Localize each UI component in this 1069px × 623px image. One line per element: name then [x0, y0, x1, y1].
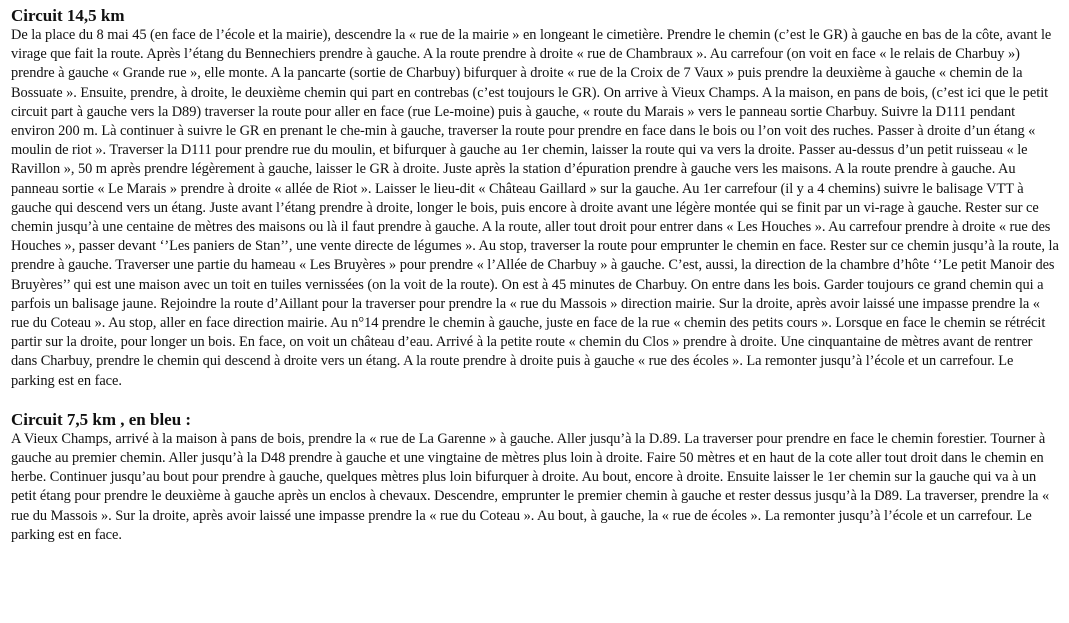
section-spacer — [11, 391, 1059, 410]
circuit-14-5-description: De la place du 8 mai 45 (en face de l’école et la mairie), descendre la « rue de la mairie » en longeant le cimetière. Prendre le chemin (c’est le GR) à gauche en bas de la côte, avant le virage que fait la route. Après l’étang du Bennechiers prendre à gauche. A la route prendre à droite « rue de Chambraux ». Au carrefour (on voit en face « le relais de Charbuy ») prendre à gauche « Grande rue », elle monte. A la pancarte (sortie de Charbuy) bifurquer à droite « rue de la Croix de 7 Vaux » puis prendre la deuxième à gauche « chemin de la Bossuate ». Ensuite, prendre, à droite, le deuxième chemin qui part en contrebas (c’est toujours le GR). On arrive à Vieux Champs. A la maison, en pans de bois, (c’est ici que le petit circuit part à gauche vers la D89) traverser la route pour aller en face (rue Le-moine) puis à gauche, « route du Marais » vers le panneau sortie Charbuy. Suivre la D111 pendant environ 200 m. Là continuer à suivre le GR en prenant le che-min à gauche, traverser la route pour prendre en face dans le bois ou l’on voit des ruches. Passer à droite d’un étang « moulin de riot ». Traverser la D111 pour prendre rue du moulin, et bifurquer à gauche au 1er chemin, laisser la route qui va vers la droite. Passer au-dessus d’un petit ruisseau « le Ravillon », 50 m après prendre légèrement à gauche, laisser le GR à droite. Juste après la station d’épuration prendre à gauche vers les maisons. A la route prendre à gauche. Au panneau sortie « Le Marais » prendre à droite « allée de Riot ». Laisser le lieu-dit « Château Gaillard » sur la gauche. Au 1er carrefour (il y a 4 chemins) suivre le balisage VTT à gauche qui descend vers un étang. Juste avant l’étang prendre à droite, longer le bois, puis encore à droite avant une légère montée qui se finit par un vi-rage à gauche. Rester sur ce chemin jusqu’à une centaine de mètres des maisons ou là il faut prendre à gauche. A la route, aller tout droit pour entrer dans « Les Houches ». Au carrefour prendre à droite « rue des Houches », passer devant ‘’Les paniers de Stan’’, une vente directe de légumes ». Au stop, traverser la route pour emprunter le chemin en face. Rester sur ce chemin jusqu’à la route, la prendre à gauche. Traverser une partie du hameau « Les Bruyères » pour prendre « l’Allée de Charbuy » à gauche. C’est, aussi, la direction de la chambre d’hôte ‘’Le petit Manoir des Bruyères’’ qui est une maison avec un toit en tuiles vernissées (on la voit de la route). On est à 45 minutes de Charbuy. On entre dans les bois. Garder toujours ce grand chemin qui a parfois un balisage jaune. Rejoindre la route d’Aillant pour la traverser pour prendre la « rue du Massois » direction mairie. Sur la droite, après avoir laissé une impasse prendre la « rue du Coteau ». Au stop, aller en face direction mairie. Au n°14 prendre le chemin à gauche, juste en face de la rue « chemin des petits cours ». Lorsque en face le chemin se rétrécit partir sur la droite, pour longer un bois. En face, on voit un château d’eau. Arrivé à la petite route « chemin du Clos » prendre à droite. Une cinquantaine de mètres avant de rentrer dans Charbuy, prendre le chemin qui descend à droite vers un étang. A la route prendre à droite puis à gauche « rue des écoles ». La remonter jusqu’à l’école et un carrefour. Le parking est en face. — [11, 27, 1059, 389]
circuit-7-5-title: Circuit 7,5 km , en bleu : — [11, 409, 192, 429]
circuit-7-5-section — [11, 410, 1059, 545]
circuit-14-5-title: Circuit 14,5 km — [11, 6, 125, 25]
circuit-7-5-description: A Vieux Champs, arrivé à la maison à pans de bois, prendre la « rue de La Garenne » à gauche. Aller jusqu’à la D.89. La traverser pour prendre en face le chemin forestier. Tourner à gauche au premier chemin. Aller jusqu’à la D48 prendre à gauche et une vingtaine de mètres plus loin à droite. Faire 50 mètres et en haut de la cote aller tout droit dans le chemin en herbe. Continuer jusqu’au bout pour prendre à gauche, quelques mètres plus loin bifurquer à droite. Au bout, encore à droite. Ensuite laisser le 1er chemin sur la gauche qui va à un petit étang pour prendre le deuxième à gauche après un enclos à chevaux. Descendre, emprunter le premier chemin à gauche et rester dessus jusqu’à la D89. La traverser, prendre la « rue du Massois ». Sur la droite, après avoir laissé une impasse prendre la « rue du Coteau ». Au bout, à gauche, la « rue de écoles ». La remonter jusqu’à l’école et un carrefour. Le parking est en face. — [11, 430, 1050, 543]
circuit-14-5-section — [11, 6, 1059, 391]
